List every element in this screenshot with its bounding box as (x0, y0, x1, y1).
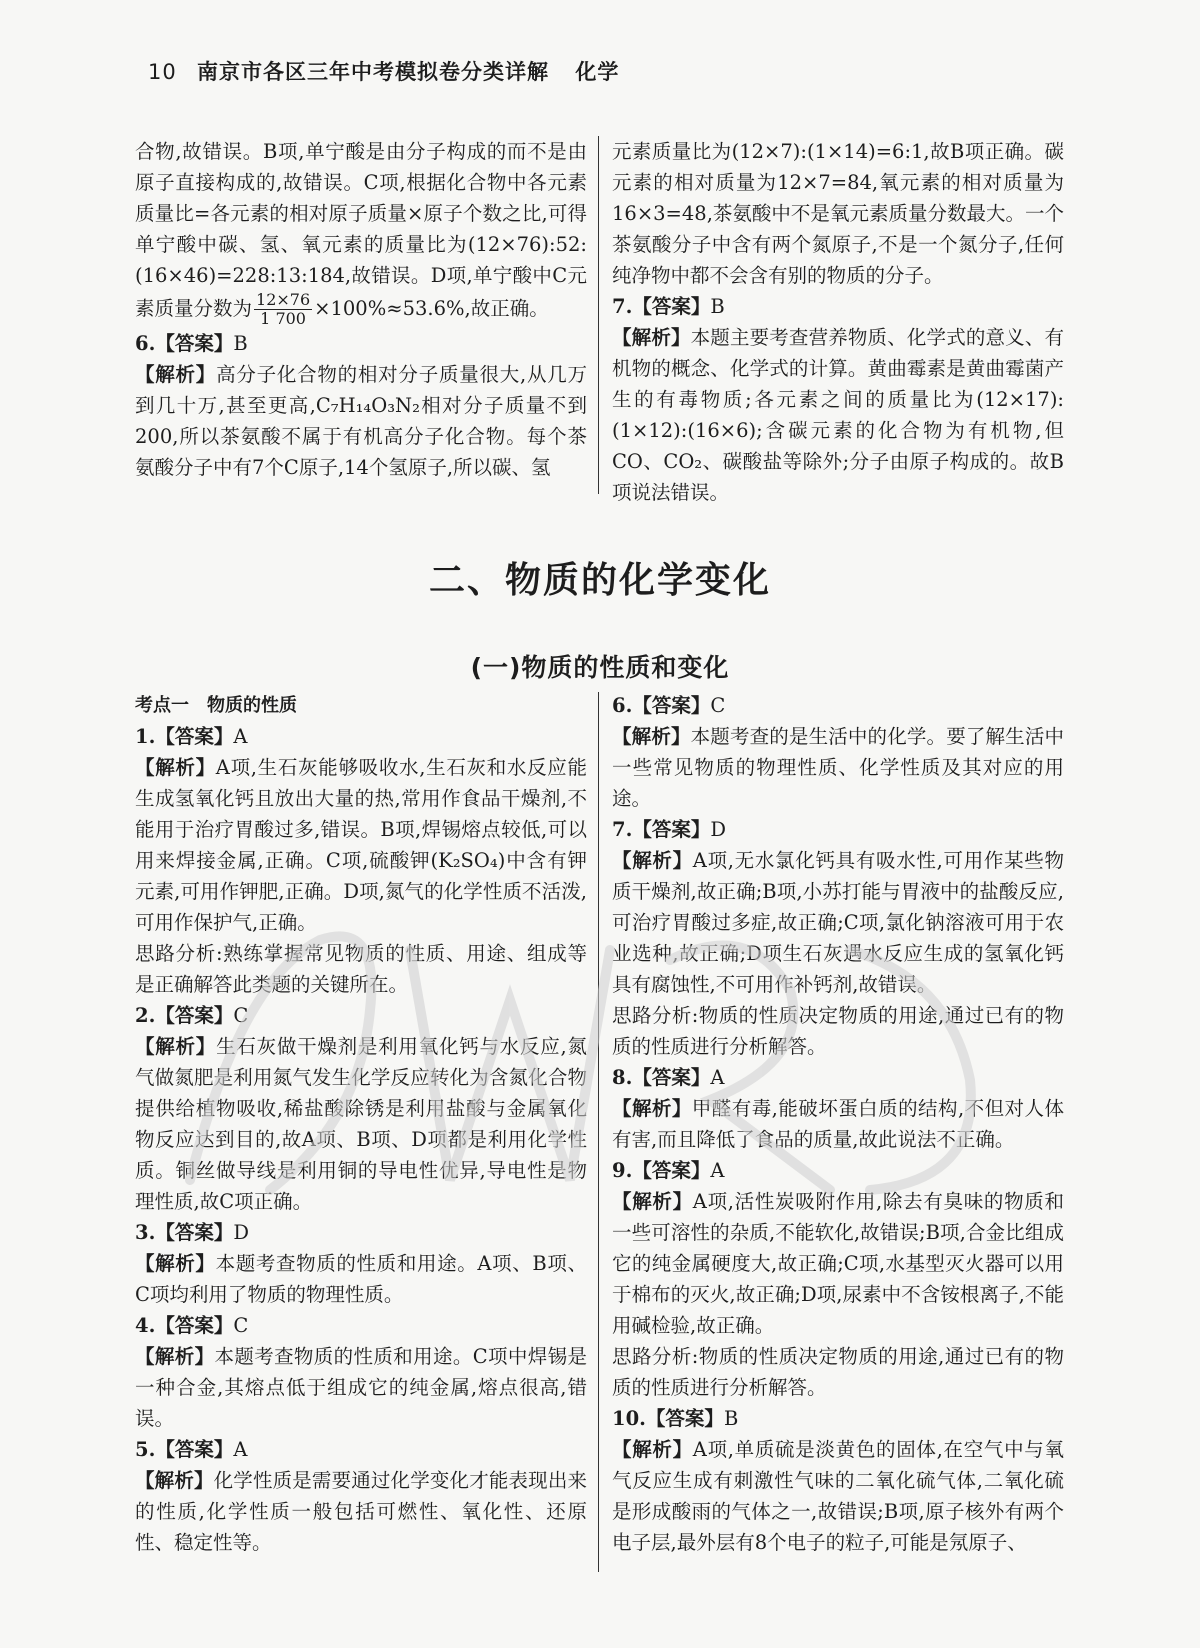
explanation-label: 【解析】 (135, 1252, 216, 1275)
column-divider (598, 692, 599, 1572)
explanation-label: 【解析】 (612, 1097, 692, 1120)
answer-value: D (710, 818, 726, 841)
answer-line (135, 1217, 587, 1248)
page-header (148, 56, 619, 86)
explanation (612, 845, 1064, 1000)
explanation (612, 1186, 1064, 1341)
answer-line (135, 328, 587, 359)
top-left-column (135, 136, 587, 483)
answer-line (612, 291, 1064, 322)
topic-heading: 考点一 物质的性质 (135, 695, 297, 716)
answer-value: B (723, 1407, 739, 1430)
analysis-note: 思路分析:物质的性质决定物质的用途,通过已有的物质的性质进行分析解答。 (612, 1004, 1064, 1058)
answer-line (612, 1155, 1064, 1186)
explanation-text: 本题考查物质的性质和用途。A项、B项、C项均利用了物质的物理性质。 (135, 1252, 587, 1306)
answer-line (135, 721, 587, 752)
answer-line (135, 1310, 587, 1341)
explanation-label: 【解析】 (135, 756, 216, 779)
answer-label: 6.【答案】 (612, 694, 711, 717)
page-number: 10 (148, 60, 177, 84)
answer-value: C (233, 1314, 249, 1337)
answer-value: D (233, 1221, 249, 1244)
answer-value: B (710, 295, 725, 318)
explanation-label: 【解析】 (612, 725, 691, 748)
fraction-denominator: 1 700 (260, 309, 306, 328)
explanation (612, 322, 1064, 508)
explanation (135, 1341, 587, 1434)
answer-value: A (233, 1438, 248, 1461)
explanation-text: 高分子化合物的相对分子质量很大,从几万到几十万,甚至更高,C₇H₁₄O₃N₂相对分子质量不到200,所以茶氨酸不属于有机高分子化合物。每个茶氨酸分子中有7个C原子,14个氢原子,所以碳、氢 (135, 363, 587, 479)
book-title: 南京市各区三年中考模拟卷分类详解 (197, 60, 550, 84)
bottom-right-column (612, 690, 1064, 1558)
answer-value: B (233, 332, 248, 355)
subject-label: 化学 (575, 60, 620, 84)
explanation-label: 【解析】 (135, 1469, 214, 1492)
answer-label: 4.【答案】 (135, 1314, 234, 1337)
explanation-label: 【解析】 (612, 326, 691, 349)
answer-label: 1.【答案】 (135, 725, 234, 748)
answer-line (612, 814, 1064, 845)
explanation (135, 1248, 587, 1310)
fraction-numerator: 12×76 (256, 290, 311, 309)
answer-label: 10.【答案】 (612, 1407, 724, 1430)
explanation (135, 1031, 587, 1217)
answer-line (135, 1000, 587, 1031)
explanation-label: 【解析】 (612, 849, 693, 872)
explanation-text: 本题考查的是生活中的化学。要了解生活中一些常见物质的物理性质、化学性质及其对应的用途。 (612, 725, 1064, 810)
answer-label: 9.【答案】 (612, 1159, 711, 1182)
fraction (254, 291, 312, 328)
analysis-note: 思路分析:熟练掌握常见物质的性质、用途、组成等是正确解答此类题的关键所在。 (135, 942, 587, 996)
answer-value: A (233, 725, 248, 748)
explanation-label: 【解析】 (612, 1438, 693, 1461)
explanation-label: 【解析】 (135, 1345, 215, 1368)
explanation-text: 甲醛有毒,能破坏蛋白质的结构,不但对人体有害,而且降低了食品的质量,故此说法不正确。 (612, 1097, 1064, 1151)
explanation-text: 本题考查物质的性质和用途。C项中焊锡是一种合金,其熔点低于组成它的纯金属,熔点很高,错误。 (135, 1345, 587, 1430)
answer-value: C (710, 694, 726, 717)
paragraph (135, 136, 587, 328)
answer-label: 3.【答案】 (135, 1221, 234, 1244)
answer-label: 5.【答案】 (135, 1438, 234, 1461)
explanation-label: 【解析】 (135, 363, 217, 386)
explanation (612, 1434, 1064, 1558)
answer-label: 8.【答案】 (612, 1066, 711, 1089)
column-divider (598, 136, 599, 494)
answer-label: 2.【答案】 (135, 1004, 234, 1027)
explanation (135, 1465, 587, 1558)
explanation-text: 本题主要考查营养物质、化学式的意义、有机物的概念、化学式的计算。黄曲霉素是黄曲霉菌产生的有毒物质;各元素之间的质量比为(12×17):(1×12):(16×6);含碳元素的化合物为有机物,但CO、CO₂、碳酸盐等除外;分子由原子构成的。故B项说法错误。 (612, 326, 1064, 504)
explanation (135, 359, 587, 483)
answer-value: A (710, 1159, 725, 1182)
answer-label: 7.【答案】 (612, 295, 711, 318)
subsection-title: (一)物质的性质和变化 (470, 653, 730, 682)
answer-label: 6.【答案】 (135, 332, 234, 355)
explanation-text: A项,无水氯化钙具有吸水性,可用作某些物质干燥剂,故正确;B项,小苏打能与胃液中的盐酸反应,可治疗胃酸过多症,故正确;C项,氯化钠溶液可用于农业选种,故正确;D项生石灰遇水反应生成的氢氧化钙具有腐蚀性,不可用作补钙剂,故错误。 (612, 849, 1064, 996)
answer-line (135, 1434, 587, 1465)
explanation-text: A项,单质硫是淡黄色的固体,在空气中与氧气反应生成有刺激性气味的二氧化硫气体,二氧化硫是形成酸雨的气体之一,故错误;B项,原子核外有两个电子层,最外层有8个电子的粒子,可能是氖原子、 (612, 1438, 1064, 1554)
answer-label: 7.【答案】 (612, 818, 711, 841)
text: 合物,故错误。B项,单宁酸是由分子构成的而不是由原子直接构成的,故错误。C项,根据化合物中各元素质量比=各元素的相对原子质量×原子个数之比,可得单宁酸中碳、氢、氧元素的质量比为(12×76):52:(16×46)=228:13:184,故错误。D项,单宁酸中C元素质量分数为 (135, 140, 587, 320)
explanation (612, 721, 1064, 814)
answer-line (612, 690, 1064, 721)
answer-line (612, 1062, 1064, 1093)
explanation-text: 化学性质是需要通过化学变化才能表现出来的性质,化学性质一般包括可燃性、氧化性、还原性、稳定性等。 (135, 1469, 587, 1554)
answer-line (612, 1403, 1064, 1434)
answer-value: A (710, 1066, 725, 1089)
bottom-left-column (135, 690, 587, 1558)
top-right-column (612, 136, 1064, 508)
explanation-text: A项,活性炭吸附作用,除去有臭味的物质和一些可溶性的杂质,不能软化,故错误;B项,合金比组成它的纯金属硬度大,故正确;C项,水基型灭火器可以用于棉布的灭火,故正确;D项,尿素中不含铵根离子,不能用碱检验,故正确。 (612, 1190, 1064, 1337)
explanation (135, 752, 587, 938)
explanation (612, 1093, 1064, 1155)
explanation-text: A项,生石灰能够吸收水,生石灰和水反应能生成氢氧化钙且放出大量的热,常用作食品干燥剂,不能用于治疗胃酸过多,错误。B项,焊锡熔点较低,可以用来焊接金属,正确。C项,硫酸钾(K₂SO₄)中含有钾元素,可用作钾肥,正确。D项,氮气的化学性质不活泼,可用作保护气,正确。 (135, 756, 587, 934)
section-title: 二、物质的化学变化 (428, 560, 771, 601)
analysis-note: 思路分析:物质的性质决定物质的用途,通过已有的物质的性质进行分析解答。 (612, 1345, 1064, 1399)
explanation-label: 【解析】 (612, 1190, 693, 1213)
text: ×100%≈53.6%,故正确。 (314, 297, 549, 320)
answer-value: C (233, 1004, 249, 1027)
explanation-label: 【解析】 (135, 1035, 217, 1058)
paragraph: 元素质量比为(12×7):(1×14)=6:1,故B项正确。碳元素的相对质量为12×7=84,氧元素的相对质量为16×3=48,茶氨酸中不是氧元素质量分数最大。一个茶氨酸分子中含有两个氮原子,不是一个氮分子,任何纯净物中都不会含有别的物质的分子。 (612, 140, 1064, 287)
explanation-text: 生石灰做干燥剂是利用氧化钙与水反应,氮气做氮肥是利用氮气发生化学反应转化为含氮化合物提供给植物吸收,稀盐酸除锈是利用盐酸与金属氧化物反应达到目的,故A项、B项、D项都是利用化学性质。铜丝做导线是利用铜的导电性优异,导电性是物理性质,故C项正确。 (135, 1035, 587, 1213)
